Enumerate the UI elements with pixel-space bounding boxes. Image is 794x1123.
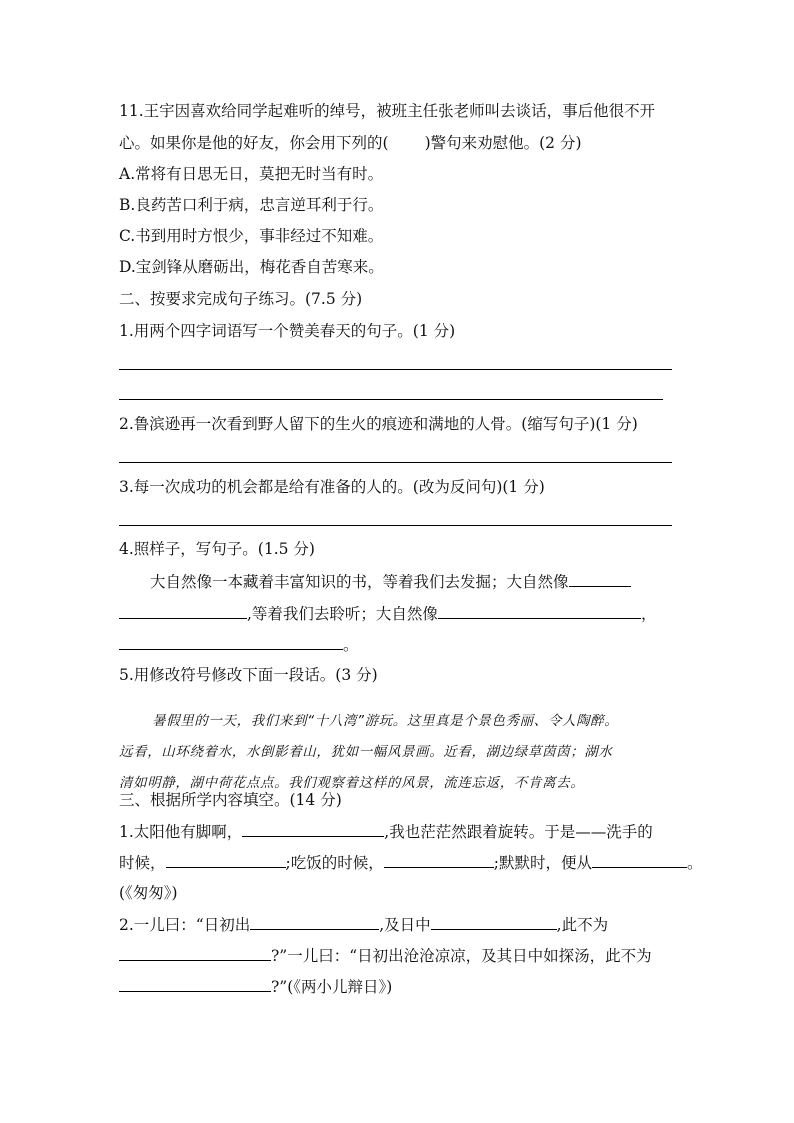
s2-q4-comma: ，: [640, 605, 657, 623]
s2-q4-blank-2[interactable]: [119, 603, 247, 619]
s2-q4-example-line1: [150, 571, 631, 592]
s3-q1-source: (《匆匆》): [119, 884, 178, 902]
s3-q2-blank-4[interactable]: [119, 976, 271, 992]
s3-q2-text-c: ,此不为: [556, 916, 609, 934]
s3-q1-line1: [119, 821, 653, 842]
s2-q4-example-text-2: ,等着我们去聆听；大自然像: [247, 605, 438, 623]
s2-q4-example-line2: [119, 603, 656, 624]
s3-q1-blank-4[interactable]: [592, 852, 687, 868]
s2-q4-period: 。: [343, 636, 359, 654]
s3-q1-text-b: ,我也茫茫然跟着旋转。于是——洗手的: [384, 823, 653, 841]
s2-q4-blank-3[interactable]: [438, 603, 641, 619]
s2-q2-answer-line[interactable]: [119, 462, 672, 463]
s3-q1-text-a: 1.太阳他有脚啊，: [119, 823, 243, 841]
s2-q5-passage-line1: 暑假里的一天，我们来到“十八湾”游玩。这里真是个景色秀丽、令人陶醉。: [152, 712, 619, 729]
s3-q1-text-d: ;吃饭的时候，: [285, 854, 384, 872]
s3-q2-text-d: ?”一儿曰：“日初出沧沧凉凉，及其日中如探汤，此不为: [271, 947, 652, 965]
s2-q5-passage-line3: 清如明静，湖中荷花点点。我们观察着这样的风景，流连忘返，不肯离去。: [119, 774, 585, 791]
s2-q5-prompt: 5.用修改符号修改下面一段话。(3 分): [119, 666, 378, 684]
q11-option-b: B.良药苦口利于病，忠言逆耳利于行。: [119, 196, 384, 214]
s3-q2-blank-2[interactable]: [431, 914, 557, 930]
s3-q2-text-e: ?”(《两小儿辩日》): [271, 978, 393, 996]
s2-q1-answer-line-1[interactable]: [119, 369, 672, 370]
s2-q4-example-text: 大自然像一本藏着丰富知识的书，等着我们去发掘；大自然像: [150, 573, 569, 591]
section3-heading: 三、根据所学内容填空。(14 分): [119, 791, 342, 809]
s2-q4-prompt: 4.照样子，写句子。(1.5 分): [119, 540, 315, 558]
s3-q1-blank-1[interactable]: [242, 821, 384, 837]
q11-option-c: C.书到用时方恨少，事非经过不知难。: [119, 227, 384, 245]
s3-q2-line1: [119, 914, 608, 935]
q11-stem-line2: [119, 133, 582, 153]
section2-heading: 二、按要求完成句子练习。(7.5 分): [119, 290, 363, 308]
q11-stem-line1: 11.王宇因喜欢给同学起难听的绰号，被班主任张老师叫去谈话，事后他很不开: [119, 102, 656, 120]
s3-q2-line2: [119, 945, 652, 966]
s2-q3-prompt: 3.每一次成功的机会都是给有准备的人的。(改为反问句)(1 分): [119, 478, 545, 496]
s2-q4-blank-1[interactable]: [569, 571, 631, 587]
s3-q1-blank-2[interactable]: [166, 852, 286, 868]
s3-q1-text-f: 。: [686, 854, 703, 872]
s3-q1-blank-3[interactable]: [384, 852, 494, 868]
s2-q1-prompt: 1.用两个四字词语写一个赞美春天的句子。(1 分): [119, 322, 456, 340]
s2-q5-passage-line2: 远看，山环绕着水，水倒影着山，犹如一幅风景画。近看，湖边绿草茵茵；湖水: [119, 743, 613, 760]
s3-q1-line2: [119, 852, 703, 873]
s3-q1-text-c: 时候，: [119, 854, 166, 872]
s2-q1-answer-line-2[interactable]: [119, 399, 663, 400]
s3-q2-text-a: 2.一儿曰：“日初出: [119, 916, 251, 934]
s2-q3-answer-line[interactable]: [119, 525, 672, 526]
s3-q2-blank-3[interactable]: [119, 945, 271, 961]
q11-stem-text-end: )警句来劝慰他。(2 分): [424, 134, 582, 152]
s2-q2-prompt: 2.鲁滨逊再一次看到野人留下的生火的痕迹和满地的人骨。(缩写句子)(1 分): [119, 415, 638, 433]
q11-option-a: A.常将有日思无日，莫把无时当有时。: [119, 165, 384, 183]
s3-q2-blank-1[interactable]: [250, 914, 379, 930]
s2-q4-blank-4[interactable]: [119, 634, 343, 650]
q11-stem-text: 心。如果你是他的好友，你会用下列的(: [119, 134, 389, 152]
q11-option-d: D.宝剑锋从磨砺出，梅花香自苦寒来。: [119, 258, 384, 276]
s3-q2-text-b: ,及日中: [379, 916, 431, 934]
s3-q1-text-e: ;默默时，便从: [493, 854, 592, 872]
s3-q2-line3: [119, 976, 392, 997]
s2-q4-example-line3: [119, 634, 359, 655]
